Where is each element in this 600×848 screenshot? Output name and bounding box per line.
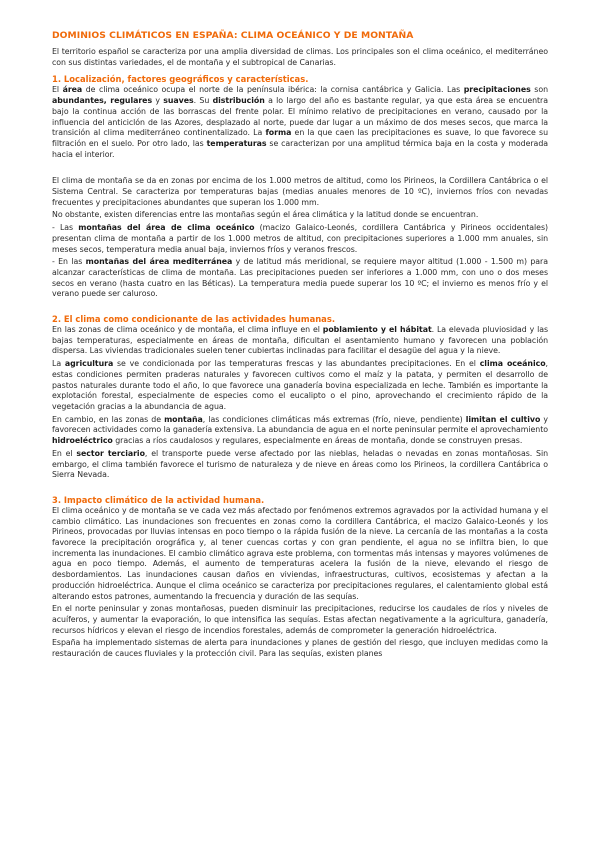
s2-paragraph-3: En cambio, en las zonas de montaña, las condiciones climáticas más extremas (frío, nieve, pendiente) limitan el cultivo y favorecen actividades como la ganadería extensiva. La abundancia de agua en el norte peninsular permite el aprovechamiento hidroeléctrico gracias a ríos caudalosos y regulares, especialmente en áreas de montaña, donde se construyen presas. (52, 414, 548, 446)
s1-paragraph-2: El clima de montaña se da en zonas por encima de los 1.000 metros de altitud, como los Pirineos, la Cordillera Cantábrica o el Sistema Central. Se caracteriza por temperaturas bajas (medias anuales menores de 10 ºC), inviernos fríos con nevadas frecuentes y precipitaciones abundantes que superan los 1.000 mm. (52, 176, 548, 207)
s3-paragraph-2: En el norte peninsular y zonas montañosas, pueden disminuir las precipitaciones, reducirse los caudales de ríos y niveles de acuíferos, y aumentar la evaporación, lo que intensifica las sequías. Estas afectan negativamente a la agricultura, ganadería, recursos hídricos y elevan el riesgo de incendios forestales, además de comprometer la generación hidroeléctrica. (52, 604, 548, 635)
s1-paragraph-3: No obstante, existen diferencias entre las montañas según el área climática y la latitud donde se encuentran. (52, 210, 479, 220)
s1-paragraph-5: - En las montañas del área mediterránea y de latitud más meridional, se requiere mayor altitud (1.000 - 1.500 m) para alcanzar características de clima de montaña. Las precipitaciones pueden ser inferiores a 1.000 mm, con uno o dos meses secos en verano (hasta cuatro en las Béticas). La temperatura media puede superar los 10 ºC; el invierno es menos frío y el verano puede ser caluroso. (52, 257, 548, 299)
s3-paragraph-1: El clima oceánico y de montaña se ve cada vez más afectado por fenómenos extremos agravados por la actividad humana y el cambio climático. Las inundaciones son frecuentes en zonas como la cordillera Cantábrica, el macizo Galaico-Leonés y los Pirineos, provocadas por lluvias intensas en poco tiempo o la rápida fusión de la nieve. La cercanía de las montañas a la costa favorece la precipitación orográfica y, al tener cuencas cortas y con gran pendiente, el agua no se infiltra bien, lo que incrementa las inundaciones. El cambio climático agrava este problema, con tormentas más intensas y mayores volúmenes de agua en poco tiempo. Además, el aumento de temperaturas acelera la fusión de la nieve, elevando el riesgo de desbordamientos. Las inundaciones causan daños en viviendas, infraestructuras, cultivos, ecosistemas y afectan a la producción hidroeléctrica. Aunque el clima oceánico se caracteriza por precipitaciones regulares, el calentamiento global está alterando estos patrones, aumentando la frecuencia y duración de las sequías. (52, 505, 548, 601)
s2-paragraph-2: La agricultura se ve condicionada por las temperaturas frescas y las abundantes precipitaciones. En el clima oceánico, estas condiciones permiten praderas naturales y favorecen cultivos como el maíz y la patata, y permiten el desarrollo de pastos naturales durante todo el año, lo que favorece una ganadería bovina especializada en leche. También es importante la explotación forestal, especialmente de especies como el eucalipto o el pino, aprovechando el crecimiento rápido de la vegetación gracias a la abundancia de agua. (52, 359, 548, 411)
section-1-heading: 1. Localización, factores geográficos y características. (52, 74, 309, 85)
section-2-heading: 2. El clima como condicionante de las actividades humanas. (52, 314, 335, 325)
s3-paragraph-3: España ha implementado sistemas de alerta para inundaciones y planes de gestión del riesgo, que incluyen medidas como la restauración de cauces fluviales y la protección civil. Para las sequías, existen planes (52, 638, 548, 659)
s2-paragraph-4: En el sector terciario, el transporte puede verse afectado por las nieblas, heladas o nevadas en zonas montañosas. Sin embargo, el clima también favorece el turismo de naturaleza y de nieve en áreas como los Pirineos, la cordillera Cantábrica o Sierra Nevada. (52, 448, 549, 480)
s1-paragraph-1: El área de clima oceánico ocupa el norte de la península ibérica: la cornisa cantábrica y Galicia. Las precipitaciones son abundantes, regulares y suaves. Su distribución a lo largo del año es bastante regular, ya que esta área se encuentra bajo la continua acción de las borrascas del frente polar. El mínimo relativo de precipitaciones en verano, causado por la influencia del anticiclón de las Azores, desplazado al norte, puede dar lugar a un máximo de dos meses secos, que marca la transición al clima mediterráneo continentalizado. La forma en la que caen las precipitaciones es suave, lo que favorece su filtración en el suelo. Por otro lado, las temperaturas se caracterizan por una amplitud térmica baja en la costa y moderada hacia el interior. (52, 85, 549, 159)
section-3-heading: 3. Impacto climático de la actividad humana. (52, 494, 265, 505)
intro-paragraph: El territorio español se caracteriza por una amplia diversidad de climas. Los principales son el clima oceánico, el mediterráneo con sus distintas variedades, el de montaña y el subtropical de Canarias. (52, 47, 548, 67)
document-title: DOMINIOS CLIMÁTICOS EN ESPAÑA: CLIMA OCEÁNICO Y DE MONTAÑA (52, 30, 414, 41)
s2-paragraph-1: En las zonas de clima oceánico y de montaña, el clima influye en el poblamiento y el hábitat. La elevada pluviosidad y las bajas temperaturas, especialmente en áreas de montaña, dificultan el asentamiento humano y favorecen una población dispersa. Las viviendas tradicionales suelen tener cubiertas inclinadas para facilitar el desagüe del agua y la nieve. (52, 325, 548, 356)
s1-paragraph-4: - Las montañas del área de clima oceánico (macizo Galaico-Leonés, cordillera Cantábrica y Pirineos occidentales) presentan clima de montaña a partir de los 1.000 metros de altitud, con precipitaciones superiores a 1.000 mm anuales, sin meses secos, temperatura media anual baja, inviernos fríos y veranos frescos. (52, 223, 548, 254)
